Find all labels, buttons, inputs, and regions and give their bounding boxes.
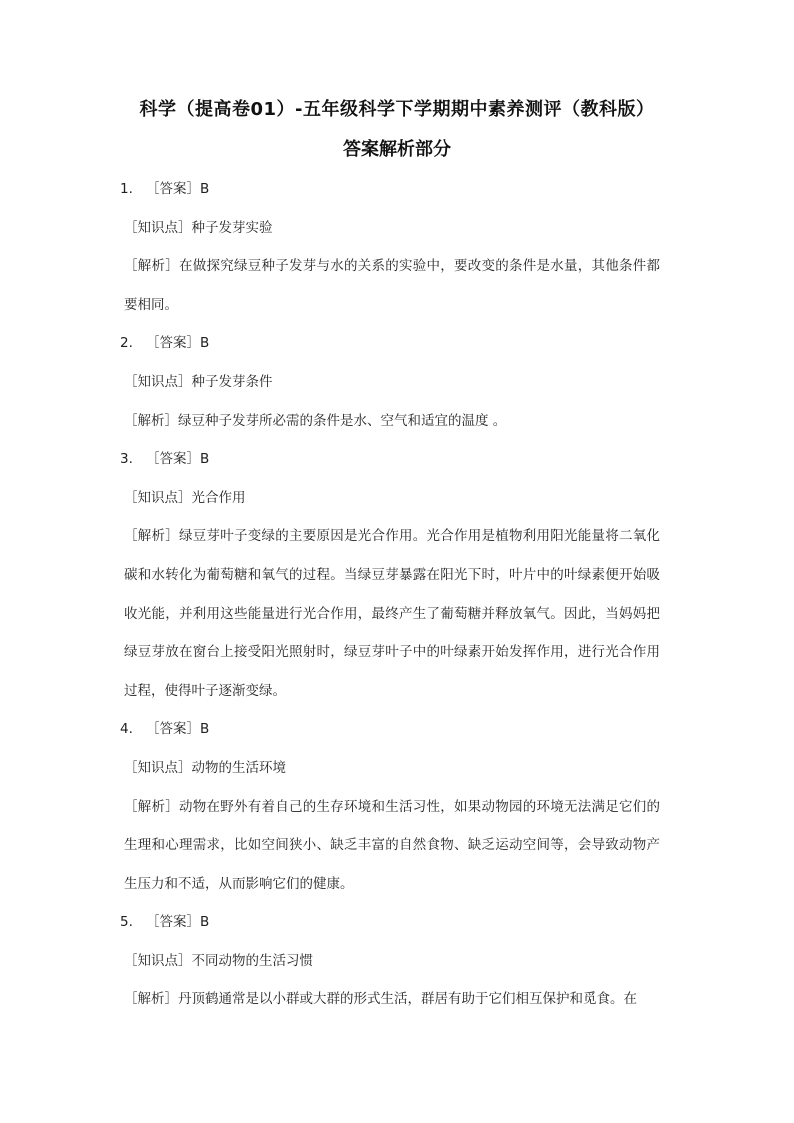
knowledge-point: ［知识点］光合作用 [124,489,246,506]
document-title: 科学（提高卷01）-五年级科学下学期期中素养测评（教科版） [139,99,655,120]
answer-value: ［答案］B [146,721,210,738]
answer-item-1 [120,170,660,324]
question-number: 3. [120,451,133,468]
question-number: 4. [120,721,133,738]
document-subtitle: 答案解析部分 [343,139,451,160]
answer-item-4 [120,710,660,903]
question-number: 5. [120,914,133,931]
answer-line [120,710,660,749]
analysis-text: ［解析］在做探究绿豆种子发芽与水的关系的实验中，要改变的条件是水量，其他条件都要相同。 [124,258,660,313]
answer-line [120,903,660,942]
question-number: 1. [120,181,133,197]
knowledge-point: ［知识点］种子发芽实验 [124,219,273,236]
answer-value: ［答案］B [146,181,210,197]
answer-value: ［答案］B [146,451,210,468]
answer-line [120,440,660,479]
answer-list [120,170,660,1019]
knowledge-point: ［知识点］不同动物的生活习惯 [124,952,313,969]
analysis-text: ［解析］动物在野外有着自己的生存环境和生活习性，如果动物园的环境无法满足它们的生理和心理需求，比如空间狭小、缺乏丰富的自然食物、缺乏运动空间等，会导致动物产生压力和不适，从而影响它们的健康。 [124,798,660,892]
answer-line [120,170,660,209]
answer-item-2 [120,324,660,440]
answer-value: ［答案］B [146,335,210,352]
answer-item-5 [120,903,660,1019]
knowledge-point: ［知识点］种子发芽条件 [124,373,273,390]
question-number: 2. [120,335,133,352]
analysis-text: ［解析］绿豆种子发芽所必需的条件是水、空气和适宜的温度 。 [124,412,507,429]
answer-value: ［答案］B [146,914,210,931]
answer-item-3 [120,440,660,710]
title-block [0,92,794,168]
analysis-text: ［解析］绿豆芽叶子变绿的主要原因是光合作用。光合作用是植物利用阳光能量将二氧化碳和水转化为葡萄糖和氧气的过程。当绿豆芽暴露在阳光下时，叶片中的叶绿素便开始吸收光能，并利用这些能量进行光合作用，最终产生了葡萄糖并释放氧气。因此，当妈妈把绿豆芽放在窗台上接受阳光照射时，绿豆芽叶子中的叶绿素开始发挥作用，进行光合作用过程，使得叶子逐渐变绿。 [124,528,660,699]
answer-line [120,324,660,363]
analysis-text: ［解析］丹顶鹤通常是以小群或大群的形式生活，群居有助于它们相互保护和觅食。在 [124,991,637,1008]
knowledge-point: ［知识点］动物的生活环境 [124,759,286,776]
